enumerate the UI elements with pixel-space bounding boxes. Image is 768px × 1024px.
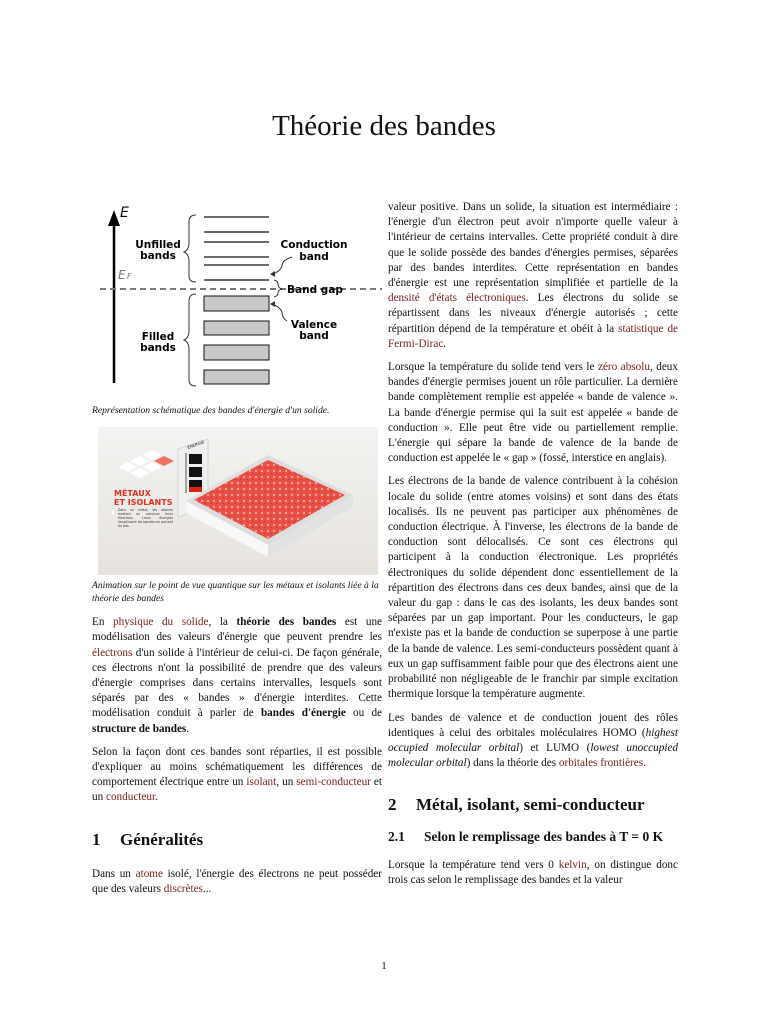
link-conducteur[interactable]: conducteur (105, 791, 156, 804)
link-electrons[interactable]: électrons (92, 646, 133, 659)
conduction-band-label-1: Conduction (280, 239, 348, 251)
section-1-paragraph-3: Les électrons de la bande de valence contribuent à la cohésion locale du solide (entre atomes voisins) et sont dans des états localisés. Ils ne peuvent pas participer aux phénomènes de conduction électrique. À l'inverse, les électrons de la bande de conduction sont délocalisés. Ce sont ces électrons qui participent à la conduction électronique. Les propriétés électroniques du solide dépendent donc essentiellement de la répartition des électrons dans ces deux bandes, ainsi que de la valeur du gap : dans le cas des isolants, les deux bandes sont séparées par un gap important. Pour les conducteurs, le gap n'existe pas et la bande de conduction se superpose à une partie de la bande de valence. Les semi-conducteurs possèdent quant à eux un gap suffisamment faible pour que des électrons aient une probabilité non négligeable de le franchir par simple excitation thermique lorsque la température augmente. (388, 475, 678, 701)
intro-paragraph-1: En physique du solide, la théorie des bandes est une modélisation des valeurs d'énergie que peuvent prendre les électrons d'un solide à l'intérieur de celui-ci. De façon générale, ces électrons n'ont la possibilité de prendre que des valeurs d'énergie comprises dans certains intervalles, lesquels sont séparés par des « bandes » d'énergie interdites. Cette modélisation conduit à parler de bandes d'énergie ou de structure de bandes. (92, 616, 383, 735)
link-physique-du-solide[interactable]: physique du solide (113, 616, 209, 629)
section-1-paragraph-4: Les bandes de valence et de conduction jouent des rôles identiques à celui des orbitales moléculaires HOMO (highest occupied molecular orbital) et LUMO (lowest unoccupied molecular orbital) dans la théorie des orbitales frontières. (388, 711, 678, 770)
band-diagram (92, 200, 382, 395)
link-discretes[interactable]: discrètes (163, 883, 203, 896)
animation-heading-1: MÉTAUX (114, 489, 151, 499)
figure2-caption: Animation sur le point de vue quantique sur les métaux et isolants liée à la théorie des bandes (92, 580, 379, 605)
left-column (92, 200, 382, 935)
right-column (388, 200, 678, 896)
fermi-level-subscript: F (127, 272, 132, 281)
link-orbitales-frontieres[interactable]: orbitales frontières (558, 757, 644, 770)
animation-small-text: Dans un métal, les atomes mettent en commun leurs électrons. Leurs énergies remplissent les bandes en partant du bas. (118, 508, 173, 529)
figure1-caption: Représentation schématique des bandes d'énergie d'un solide. (92, 405, 330, 417)
energy-axis-label: E (120, 205, 129, 221)
animation-illustration (98, 427, 378, 575)
filled-bands (204, 296, 269, 384)
link-densite-etats[interactable]: densité d'états électroniques (388, 292, 526, 305)
valence-band-label-2: band (299, 330, 329, 342)
section-2-heading: 2 Métal, isolant, semi-conducteur (388, 795, 645, 815)
valence-band-label-1: Valence (290, 319, 338, 331)
page-title: Théorie des bandes (272, 110, 496, 142)
unfilled-band-lines (204, 217, 269, 280)
tile-grid-icon (118, 450, 174, 478)
link-fermi-dirac[interactable]: statistique de Fermi-Dirac (388, 322, 678, 350)
section-1-heading: 1 Généralités (92, 829, 204, 849)
unfilled-bands-label-1: Unfilled (135, 239, 181, 251)
filled-bands-label-2: bands (140, 342, 176, 354)
metals-insulators-animation-figure (92, 427, 382, 605)
section-2-1-heading: 2.1 Selon le remplissage des bandes à T = 0 K (388, 828, 664, 844)
section-2-1-paragraph-1: Lorsque la température tend vers 0 kelvin, on distingue donc trois cas selon le remplissage des bandes et la valeur (388, 858, 678, 886)
band-diagram-figure (92, 200, 382, 417)
unfilled-bands-label-2: bands (140, 250, 176, 262)
section-1-paragraph-1: Dans un atome isolé, l'énergie des électrons ne peut posséder que des valeurs discrètes... (92, 867, 382, 896)
metals-insulators-animation[interactable] (98, 427, 378, 575)
unfilled-brace (184, 215, 196, 282)
section-1-paragraph-1-continued: valeur positive. Dans un solide, la situation est intermédiaire : l'énergie d'un électron peut avoir n'importe quelle valeur à l'intérieur de certains intervalles. Cette propriété conduit à dire que le solide possède des bandes d'énergies permises, séparées par des bandes interdites. Cette représentation en bandes d'énergie est une représentation simplifiée et partielle de la densité d'états électroniques. Les électrons du solide se répartissent dans les niveaux d'énergie autorisés ; cette répartition dépend de la température et obéit à la statistique de Fermi-Dirac. (388, 201, 678, 350)
link-isolant[interactable]: isolant (246, 776, 277, 789)
link-semi-conducteur[interactable]: semi-conducteur (296, 776, 371, 789)
intro-paragraph-2: Selon la façon dont ces bandes sont réparties, il est possible d'expliquer au moins schématiquement les différences de comportement électrique entre un isolant, un semi-conducteur et un conducteur. (92, 745, 383, 804)
filled-brace (184, 294, 196, 386)
link-atome[interactable]: atome (135, 867, 163, 880)
fermi-level-label: E (118, 268, 126, 282)
energy-panel-label: ÉNERGIE (186, 439, 205, 451)
conduction-band-label-2: band (299, 251, 329, 263)
animation-heading-2: ET ISOLANTS (114, 498, 173, 508)
band-gap-label: Band gap (287, 284, 343, 296)
page-number: 1 (381, 960, 387, 972)
link-zero-absolu[interactable]: zéro absolu (598, 361, 650, 374)
section-1-paragraph-2: Lorsque la température du solide tend vers le zéro absolu, deux bandes d'énergie permises jouent un rôle particulier. La dernière bande complètement remplie est appelée « bande de valence ». La bande d'énergie permise qui la suit est appelée « bande de conduction ». Elle peut être vide ou partiellement remplie. L'énergie qui sépare la bande de valence de la bande de conduction est appelée le « gap » (fossé, interstice en anglais). (388, 361, 678, 465)
link-kelvin[interactable]: kelvin (558, 858, 587, 871)
filled-bands-label-1: Filled (141, 331, 175, 343)
